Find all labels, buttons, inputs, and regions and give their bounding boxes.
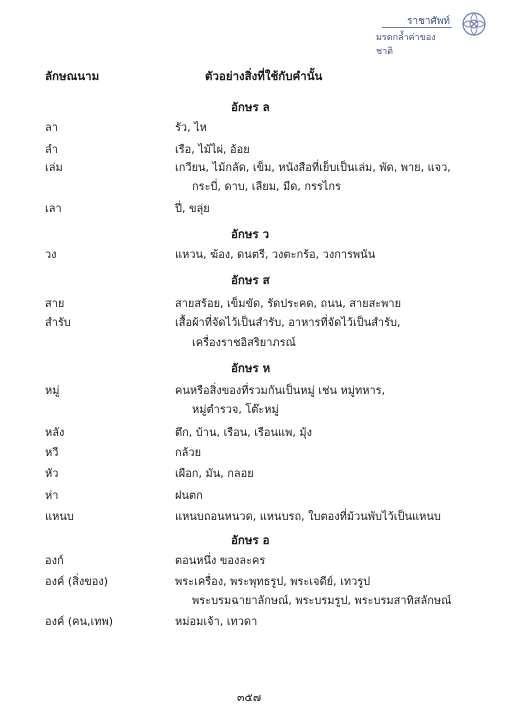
column-header-examples: ตัวอย่างสิ่งที่ใช้กับคำนั้น xyxy=(205,69,323,83)
entry-example: เกวียน, ไม้กลัด, เข็ม, หนังสือที่เย็บเป็นเล่ม, พัด, พาย, แจว, xyxy=(175,161,451,174)
entry-term: สาย xyxy=(45,297,65,310)
entry-example: รัว, ไห xyxy=(175,121,207,134)
entry-example: แหนบถอนหนวด, แหนบรถ, ใบตองที่ม้วนพับไว้เป็นแหนบ xyxy=(175,510,441,523)
brand-divider xyxy=(382,27,452,28)
entry-example-continued: หมู่ตำรวจ, โต๊ะหมู่ xyxy=(192,403,279,416)
entry-term: เลา xyxy=(45,202,62,215)
entry-example: ฝนตก xyxy=(175,489,203,502)
entry-example: เสื้อผ้าที่จัดไว้เป็นสำรับ, อาหารที่จัดไว้เป็นสำรับ, xyxy=(175,316,401,329)
entry-term: องค์ (คน,เทพ) xyxy=(45,615,114,628)
entry-example: แหวน, ฆ้อง, ดนตรี, วงตะกร้อ, วงการพนัน xyxy=(175,248,376,261)
entry-term: หวี xyxy=(45,446,59,459)
entry-term: หลัง xyxy=(45,426,65,439)
entry-term: ห่า xyxy=(45,489,59,502)
page-number: ๓๕๗ xyxy=(237,691,262,704)
entry-example: เผือก, มัน, กลอย xyxy=(175,467,254,480)
entry-term: ลำ xyxy=(45,143,58,156)
section-title-so: อักษร ส xyxy=(231,273,270,287)
entry-term: องก์ xyxy=(45,554,64,567)
entry-example-continued: พระบรมฉายาลักษณ์, พระบรมรูป, พระบรมสาทิสลักษณ์ xyxy=(192,594,452,607)
entry-example: หม่อมเจ้า, เทวดา xyxy=(175,615,258,628)
brand-logo-block xyxy=(376,8,488,57)
column-header-classifier: ลักษณนาม xyxy=(45,69,100,83)
entry-term: หัว xyxy=(45,467,59,480)
brand-title: ราชาศัพท์ xyxy=(407,16,450,27)
brand-subtitle: มรดกล้ำค่าของชาติ xyxy=(376,33,436,57)
entry-term: ลา xyxy=(45,121,58,134)
entry-example: ตอนหนึ่ง ของละคร xyxy=(175,554,266,567)
entry-term: แหนบ xyxy=(45,510,74,523)
entry-example: กล้วย xyxy=(175,446,202,459)
entry-example: ปี่, ขลุ่ย xyxy=(175,202,210,215)
entry-example: คนหรือสิ่งของที่รวมกันเป็นหมู่ เช่น หมู่ทหาร, xyxy=(175,384,386,397)
entry-term: หมู่ xyxy=(45,384,60,397)
section-title-wo: อักษร ว xyxy=(231,227,270,241)
section-title-lo: อักษร ล xyxy=(231,100,270,114)
entry-example: เรือ, ไม้ไผ่, อ้อย xyxy=(175,143,250,156)
entry-term: วง xyxy=(45,248,57,261)
entry-example: สายสร้อย, เข็มขัด, รัดประคด, ถนน, สายสะพาย xyxy=(175,297,402,310)
entry-example: พระเครื่อง, พระพุทธรูป, พระเจดีย์, เทวรูป xyxy=(175,575,371,588)
entry-example-continued: เครื่องราชอิสริยาภรณ์ xyxy=(192,336,296,349)
section-title-ho: อักษร ห xyxy=(231,361,271,375)
section-title-o: อักษร อ xyxy=(231,533,270,547)
entry-term: องค์ (สิ่งของ) xyxy=(45,575,108,588)
entry-term: เล่ม xyxy=(45,161,63,174)
flower-emblem-icon xyxy=(460,10,488,40)
entry-term: สำรับ xyxy=(45,316,71,329)
entry-example: ตึก, บ้าน, เรือน, เรือนแพ, มุ้ง xyxy=(175,426,313,439)
entry-example-continued: กระบี่, ดาบ, เลียม, มีด, กรรไกร xyxy=(192,180,341,193)
